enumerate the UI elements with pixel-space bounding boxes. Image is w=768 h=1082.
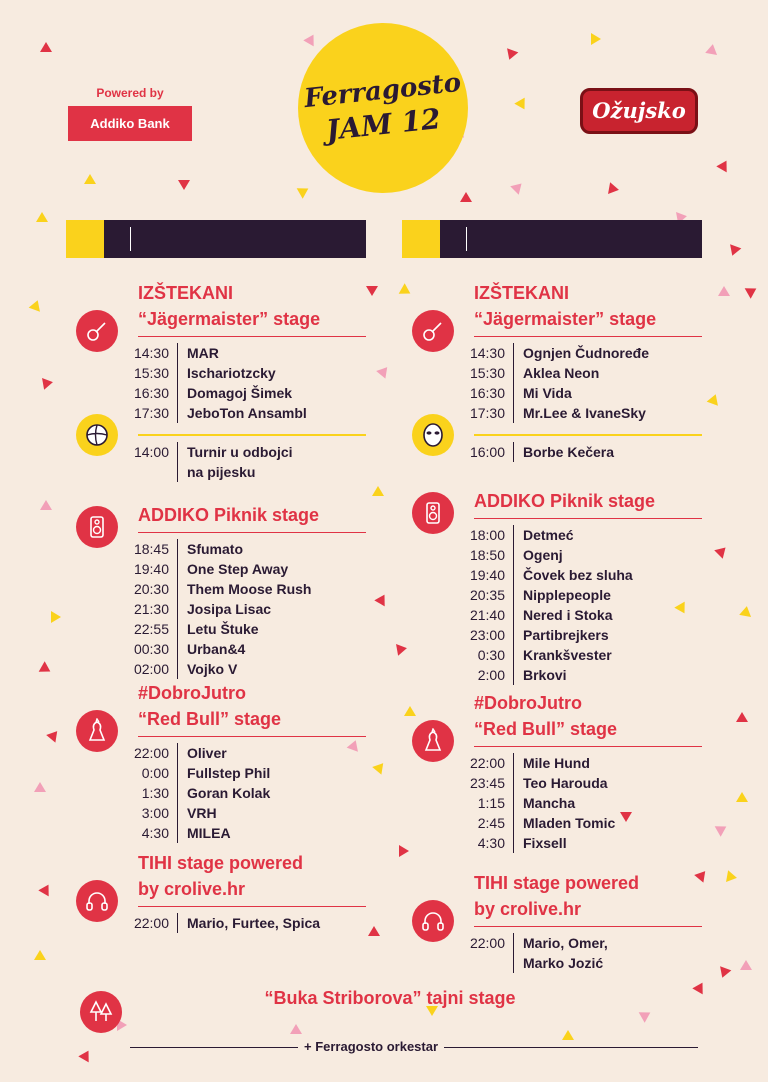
act-artist: Mile Hund (523, 755, 590, 771)
act-time (466, 953, 514, 973)
act-artist: Mario, Omer, (523, 935, 608, 951)
act-artist: Vojko V (187, 661, 238, 677)
act-time: 18:45 (130, 539, 178, 559)
act-artist: Goran Kolak (187, 785, 271, 801)
act-time: 19:40 (466, 565, 514, 585)
ozujsko-logo: Ožujsko (580, 88, 698, 134)
lineup-row (130, 462, 366, 482)
day-title (440, 220, 702, 258)
act-artist: Aklea Neon (523, 365, 600, 381)
act-time: 15:30 (130, 363, 178, 383)
act-artist: Oliver (187, 745, 227, 761)
sponsor-block (68, 86, 192, 141)
confetti-triangle (504, 48, 519, 62)
act-artist: Letu Štuke (187, 621, 259, 637)
lineup-row (466, 383, 702, 403)
act-artist: Mi Vida (523, 385, 572, 401)
stage-block (402, 430, 702, 462)
volleyball-icon (76, 414, 118, 456)
stage-name-line: TIHI stage powered (138, 853, 304, 873)
act-time: 14:30 (466, 343, 514, 363)
lineup-row (466, 343, 702, 363)
act-time: 18:00 (466, 525, 514, 545)
confetti-triangle (51, 611, 61, 623)
confetti-triangle (705, 43, 719, 55)
stage-block (66, 680, 366, 843)
lineup-row (466, 645, 702, 665)
act-artist: One Step Away (187, 561, 289, 577)
act-artist: Them Moose Rush (187, 581, 312, 597)
confetti-triangle (40, 42, 52, 52)
lineup-row (466, 442, 702, 462)
lineup-row (466, 363, 702, 383)
lineup-row (130, 599, 366, 619)
confetti-triangle (514, 98, 529, 113)
headphones-icon (76, 880, 118, 922)
lineup-row (130, 659, 366, 679)
act-time: 14:00 (130, 442, 178, 462)
stage-name-line: “Red Bull” stage (138, 709, 282, 729)
logo-line-1: Ferragosto (303, 67, 463, 114)
act-artist: Ognjen Čudnoređe (523, 345, 649, 361)
confetti-triangle (368, 926, 380, 936)
day-title (104, 220, 366, 258)
day-header (66, 220, 366, 258)
footer-orkestar: + Ferragosto orkestar (298, 1039, 444, 1054)
stage-block (402, 488, 702, 685)
act-time: 21:30 (130, 599, 178, 619)
act-time: 16:30 (130, 383, 178, 403)
stage-name-line: IZŠTEKANI (474, 283, 570, 303)
act-artist: MAR (187, 345, 219, 361)
confetti-triangle (78, 1048, 93, 1063)
wrestler-mask-icon (412, 414, 454, 456)
stage-divider (474, 336, 702, 337)
lineup-row (466, 403, 702, 423)
confetti-triangle (290, 1024, 302, 1034)
lineup-row (130, 913, 366, 933)
confetti-triangle (608, 182, 620, 196)
confetti-triangle (510, 179, 526, 195)
lineup-row (130, 579, 366, 599)
act-artist: Mladen Tomic (523, 815, 616, 831)
lineup-row (466, 953, 702, 973)
confetti-triangle (591, 33, 601, 45)
stage-divider (138, 906, 366, 907)
act-artist: Teo Harouda (523, 775, 608, 791)
act-artist: Domagoj Šimek (187, 385, 293, 401)
stage-divider (138, 434, 366, 436)
act-time: 02:00 (130, 659, 178, 679)
stage-name-line: #DobroJutro (474, 693, 582, 713)
confetti-triangle (717, 966, 732, 980)
act-time: 2:00 (466, 665, 514, 685)
act-time: 1:30 (130, 783, 178, 803)
confetti-triangle (736, 712, 748, 722)
act-time: 1:15 (466, 793, 514, 813)
act-time: 18:50 (466, 545, 514, 565)
logo-line-2: JAM 12 (324, 101, 442, 147)
addiko-bank-logo: Addiko Bank (68, 106, 192, 141)
lineup-row (466, 525, 702, 545)
act-time: 23:00 (466, 625, 514, 645)
lineup-row (466, 665, 702, 685)
stage-block (402, 870, 702, 973)
powered-by-label: Powered by (96, 86, 164, 100)
stage-name-line: “Red Bull” stage (474, 719, 618, 739)
confetti-triangle (372, 759, 388, 774)
act-artist: Urban&4 (187, 641, 246, 657)
act-time: 3:00 (130, 803, 178, 823)
confetti-triangle (562, 1030, 574, 1040)
act-time: 22:00 (130, 913, 178, 933)
confetti-triangle (303, 32, 318, 47)
act-time: 0:30 (466, 645, 514, 665)
act-time: 16:30 (466, 383, 514, 403)
confetti-triangle (740, 960, 752, 970)
act-time: 4:30 (466, 833, 514, 853)
stage-divider (138, 532, 366, 533)
stage-divider (138, 336, 366, 337)
stage-name-line: by crolive.hr (474, 899, 582, 919)
act-time: 20:35 (466, 585, 514, 605)
stage-name-line: TIHI stage powered (474, 873, 640, 893)
act-artist: Josipa Lisac (187, 601, 272, 617)
day-title-separator (130, 227, 131, 251)
act-artist: Nered i Stoka (523, 607, 613, 623)
confetti-triangle (714, 543, 730, 559)
confetti-triangle (739, 605, 753, 617)
confetti-triangle (707, 392, 722, 406)
confetti-triangle (736, 792, 748, 802)
confetti-triangle (40, 500, 52, 510)
act-artist: VRH (187, 805, 217, 821)
stage-divider (138, 736, 366, 737)
secret-stage-name: “Buka Striborova” tajni stage (264, 988, 516, 1008)
lineup-row (466, 605, 702, 625)
act-artist: JeboTon Ansambl (187, 405, 307, 421)
confetti-triangle (366, 286, 378, 296)
act-time: 23:45 (466, 773, 514, 793)
stage-name-line: “Jägermaister” stage (138, 309, 321, 329)
act-time: 4:30 (130, 823, 178, 843)
act-artist: MILEA (187, 825, 231, 841)
lineup-row (130, 823, 366, 843)
confetti-triangle (36, 212, 48, 222)
headphones-icon (412, 900, 454, 942)
act-artist: Čovek bez sluha (523, 567, 633, 583)
confetti-triangle (34, 950, 46, 960)
act-artist: Sfumato (187, 541, 243, 557)
lineup-row (130, 783, 366, 803)
act-artist: na pijesku (187, 464, 256, 480)
lineup-row (466, 625, 702, 645)
act-artist: Detmeć (523, 527, 574, 543)
confetti-triangle (46, 727, 62, 742)
act-artist: Mr.Lee & IvaneSky (523, 405, 646, 421)
lineup-row (466, 933, 702, 953)
act-time: 20:30 (130, 579, 178, 599)
act-time: 22:55 (130, 619, 178, 639)
act-time: 22:00 (466, 933, 514, 953)
confetti-triangle (727, 244, 742, 258)
confetti-triangle (84, 174, 96, 184)
confetti-triangle (372, 486, 384, 496)
confetti-triangle (726, 870, 738, 884)
confetti-triangle (460, 192, 472, 202)
confetti-triangle (39, 661, 54, 676)
act-time: 17:30 (466, 403, 514, 423)
stage-name-line: by crolive.hr (138, 879, 246, 899)
stage-block (66, 280, 366, 423)
guitar-icon (412, 310, 454, 352)
day-column-sunday (402, 220, 702, 971)
act-time: 22:00 (466, 753, 514, 773)
stage-block (402, 690, 702, 853)
lineup-row (130, 559, 366, 579)
confetti-triangle (38, 882, 53, 897)
confetti-triangle (639, 1007, 654, 1022)
act-artist: Fixsell (523, 835, 567, 851)
act-artist: Mario, Furtee, Spica (187, 915, 321, 931)
lineup-row (466, 565, 702, 585)
stage-divider (474, 746, 702, 747)
act-artist: Turnir u odbojci (187, 444, 293, 460)
confetti-triangle (42, 376, 54, 390)
act-time: 22:00 (130, 743, 178, 763)
lineup-row (466, 585, 702, 605)
confetti-triangle (178, 180, 190, 190)
stage-divider (474, 518, 702, 519)
confetti-triangle (716, 158, 731, 173)
stage-block (66, 430, 366, 482)
lineup-row (466, 753, 702, 773)
act-artist: Ischariotzcky (187, 365, 276, 381)
act-time: 16:00 (466, 442, 514, 462)
day-number-badge (402, 220, 440, 258)
stage-divider (474, 926, 702, 927)
stage-block (66, 502, 366, 679)
stage-block (66, 850, 366, 933)
day-header (402, 220, 702, 258)
stage-name-line: IZŠTEKANI (138, 283, 234, 303)
lineup-row (466, 773, 702, 793)
lineup-row (130, 639, 366, 659)
act-time: 00:30 (130, 639, 178, 659)
speaker-icon (76, 506, 118, 548)
lineup-row (130, 743, 366, 763)
lineup-row (466, 833, 702, 853)
stage-divider (474, 434, 702, 436)
act-artist: Marko Jozić (523, 955, 604, 971)
lineup-row (466, 545, 702, 565)
stage-name-line: #DobroJutro (138, 683, 246, 703)
stage-name-line: ADDIKO Piknik stage (138, 505, 320, 525)
lineup-row (130, 383, 366, 403)
lineup-row (466, 813, 702, 833)
confetti-triangle (374, 592, 389, 607)
guitar-icon (76, 310, 118, 352)
confetti-triangle (297, 183, 312, 198)
lineup-row (130, 343, 366, 363)
day-column-saturday (66, 220, 366, 931)
act-time: 2:45 (466, 813, 514, 833)
act-time: 21:40 (466, 605, 514, 625)
act-time: 17:30 (130, 403, 178, 423)
act-artist: Krankšvester (523, 647, 612, 663)
act-artist: Partibrejkers (523, 627, 609, 643)
secret-stage (80, 988, 700, 1009)
act-time: 15:30 (466, 363, 514, 383)
speaker-icon (412, 492, 454, 534)
confetti-triangle (376, 363, 392, 378)
act-time (130, 462, 178, 482)
lineup-row (130, 763, 366, 783)
lineup-row (130, 403, 366, 423)
day-number-badge (66, 220, 104, 258)
rooster-icon (412, 720, 454, 762)
lineup-row (130, 539, 366, 559)
day-title-separator (466, 227, 467, 251)
confetti-triangle (34, 782, 46, 792)
lineup-row (466, 793, 702, 813)
confetti-triangle (718, 286, 730, 296)
confetti-triangle (745, 283, 760, 298)
stage-name-line: “Jägermaister” stage (474, 309, 657, 329)
act-time: 0:00 (130, 763, 178, 783)
act-artist: Fullstep Phil (187, 765, 271, 781)
rooster-icon (76, 710, 118, 752)
stage-name-line: ADDIKO Piknik stage (474, 491, 656, 511)
lineup-row (130, 442, 366, 462)
confetti-triangle (715, 821, 730, 836)
act-artist: Brkovi (523, 667, 567, 683)
act-artist: Nipplepeople (523, 587, 611, 603)
act-artist: Mancha (523, 795, 576, 811)
act-artist: Ogenj (523, 547, 563, 563)
stage-block (402, 280, 702, 423)
event-logo (298, 23, 468, 193)
lineup-row (130, 363, 366, 383)
lineup-row (130, 803, 366, 823)
act-time: 14:30 (130, 343, 178, 363)
act-artist: Borbe Kečera (523, 444, 615, 460)
lineup-row (130, 619, 366, 639)
confetti-triangle (29, 298, 44, 312)
act-time: 19:40 (130, 559, 178, 579)
